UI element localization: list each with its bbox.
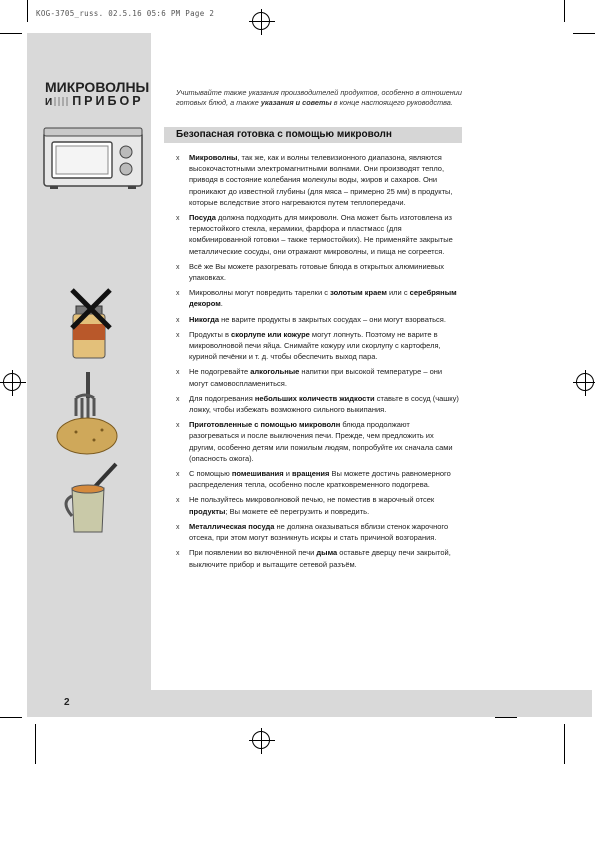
item-text: не должна оказываться вблизи стенок жарочного отсека, при этом могут возникнуть искры и стать причиной возгорания. [189, 521, 449, 543]
item-text: или с [386, 288, 410, 298]
bullet-marker: x [176, 290, 180, 298]
safety-list [176, 152, 461, 574]
emphasis-text: золотым краем [330, 288, 387, 298]
item-text: С помощью [189, 469, 232, 479]
emphasis-text: Микроволны [189, 153, 238, 162]
crop-mark [564, 724, 565, 764]
emphasis-text: небольших количеств жидкости [254, 393, 375, 403]
crop-mark [573, 33, 595, 34]
brand-title [45, 80, 149, 110]
brand-line1: МИКРОВОЛНЫ [45, 79, 150, 95]
item-text: , так же, как и волны телевизионного диапазона, являются высокочастотными электромагнитными волнами. Они производят тепло, приводя в состояние колебания молекулы воды, жиров и сахаров. Они проникают до известной глубины (для мяса – примерно 25 мм) в продукты, которые вследствие этого нагреваются путем теплопередачи. [189, 153, 453, 207]
list-item [176, 152, 461, 208]
item-text: Микроволны могут повредить тарелки с [189, 288, 331, 298]
bullet-marker: x [176, 215, 180, 223]
registration-mark [576, 373, 594, 391]
emphasis-text: продукты [189, 506, 226, 516]
item-text: Не пользуйтесь микроволновой печью, не поместив в жарочный отсек [189, 495, 435, 505]
item-text: При появлении во включённой печи [189, 548, 317, 558]
bullet-marker: x [176, 471, 180, 479]
bullet-marker: x [176, 523, 180, 531]
item-text: Всё же Вы можете разогревать готовые блюда в открытых алюминиевых упаковках. [189, 261, 444, 283]
registration-mark [252, 12, 270, 30]
brand-line2: ПРИБОР [72, 94, 144, 108]
jar-crossed-icon [66, 288, 114, 362]
list-item [176, 547, 461, 569]
mug-spoon-icon [60, 462, 124, 536]
bullet-marker: x [176, 155, 180, 162]
crop-mark [35, 724, 36, 764]
item-text: оставьте дверцу печи закрытой, выключите прибор и вытащите сетевой разъём. [189, 548, 451, 569]
emphasis-text: дыма [316, 548, 338, 558]
emphasis-text: скорлупе или кожуре [231, 329, 310, 339]
list-item [176, 366, 461, 388]
bullet-marker: x [176, 497, 180, 505]
item-text: Не подогревайте [189, 367, 251, 377]
list-item [176, 212, 461, 257]
list-item [176, 494, 461, 516]
item-text: ; Вы можете её перегрузить и повредить. [225, 506, 370, 516]
list-item [176, 287, 461, 309]
item-text: могут лопнуть. Поэтому не варите в микроволновой печи яйца. Снимайте кожуру или скорлупу с картофеля, куриной печёнки и т. д. чтобы обеспечить выход пара. [189, 329, 441, 362]
bullet-marker: x [176, 316, 180, 324]
bullet-marker: x [176, 369, 180, 377]
dot-pattern [54, 97, 70, 106]
item-text: Для подогревания [189, 393, 255, 403]
bottom-band [151, 690, 592, 717]
section-title: Безопасная готовка с помощью микроволн [176, 129, 392, 140]
list-item [176, 419, 461, 464]
emphasis-text: Металлическая посуда [189, 521, 275, 531]
emphasis-text: Приготовленные с помощью микроволн [189, 420, 341, 430]
list-item [176, 314, 461, 325]
crop-mark [564, 0, 565, 22]
crop-mark [495, 717, 517, 718]
emphasis-text: Посуда [189, 213, 216, 223]
emphasis-text: алкогольные [250, 367, 300, 377]
registration-mark [252, 731, 270, 749]
microwave-illustration [42, 126, 146, 190]
bullet-marker: x [176, 395, 180, 403]
item-text: . [220, 299, 223, 309]
list-item [176, 393, 461, 415]
brand-and: И [45, 97, 53, 108]
intro-note: Учитывайте также указания производителей продуктов, особенно в отношении готовых блюд, а также указания и советы в конце настоящего руководства. [176, 88, 462, 107]
emphasis-text: Никогда [189, 314, 220, 324]
crop-mark [0, 33, 22, 34]
registration-mark [3, 373, 21, 391]
item-text: блюда продолжают разогреваться и после выключения печи. Прежде, чем предложить их другим, особенно детям или пожилым людям, попробуйте их сначала сами (опасность ожога). [189, 420, 453, 463]
list-item [176, 521, 461, 543]
bullet-marker: x [176, 263, 180, 271]
crop-mark [0, 717, 22, 718]
potato-fork-icon [54, 370, 124, 456]
item-text: и [283, 469, 293, 479]
item-text: ставьте в сосуд (чашку) ложку, чтобы избежать возможного сильного выкипания. [189, 393, 459, 415]
item-text: не варите продукты в закрытых сосудах – они могут взорваться. [219, 314, 446, 324]
item-text: напитки при высокой температуре – они могут самовоспламениться. [189, 367, 443, 388]
list-item [176, 261, 461, 283]
page-number: 2 [64, 697, 70, 708]
bullet-marker: x [176, 422, 180, 430]
list-item [176, 468, 461, 490]
bullet-marker: x [176, 550, 180, 558]
emphasis-text: помешивания [231, 469, 284, 479]
bullet-marker: x [176, 331, 180, 339]
emphasis-text: серебряным декором [189, 288, 457, 309]
print-header: KOG-3705_russ. 02.5.16 05:6 PM Page 2 [36, 9, 215, 18]
emphasis-text: вращения [292, 469, 330, 479]
item-text: Вы можете достичь равномерного распределения тепла, особенно после кратковременного подогрева. [189, 469, 451, 490]
item-text: Продукты в [189, 329, 232, 339]
list-item [176, 329, 461, 363]
item-text: должна подходить для микроволн. Она может быть изготовлена из термостойкого стекла, керамики, фарфора и пластмасс (для комбинированной готовки – также термостойких). Не применяйте закрытые металлические сосуды, они отражают микроволны, и пища не согреется. [189, 213, 453, 256]
crop-mark [27, 0, 28, 22]
